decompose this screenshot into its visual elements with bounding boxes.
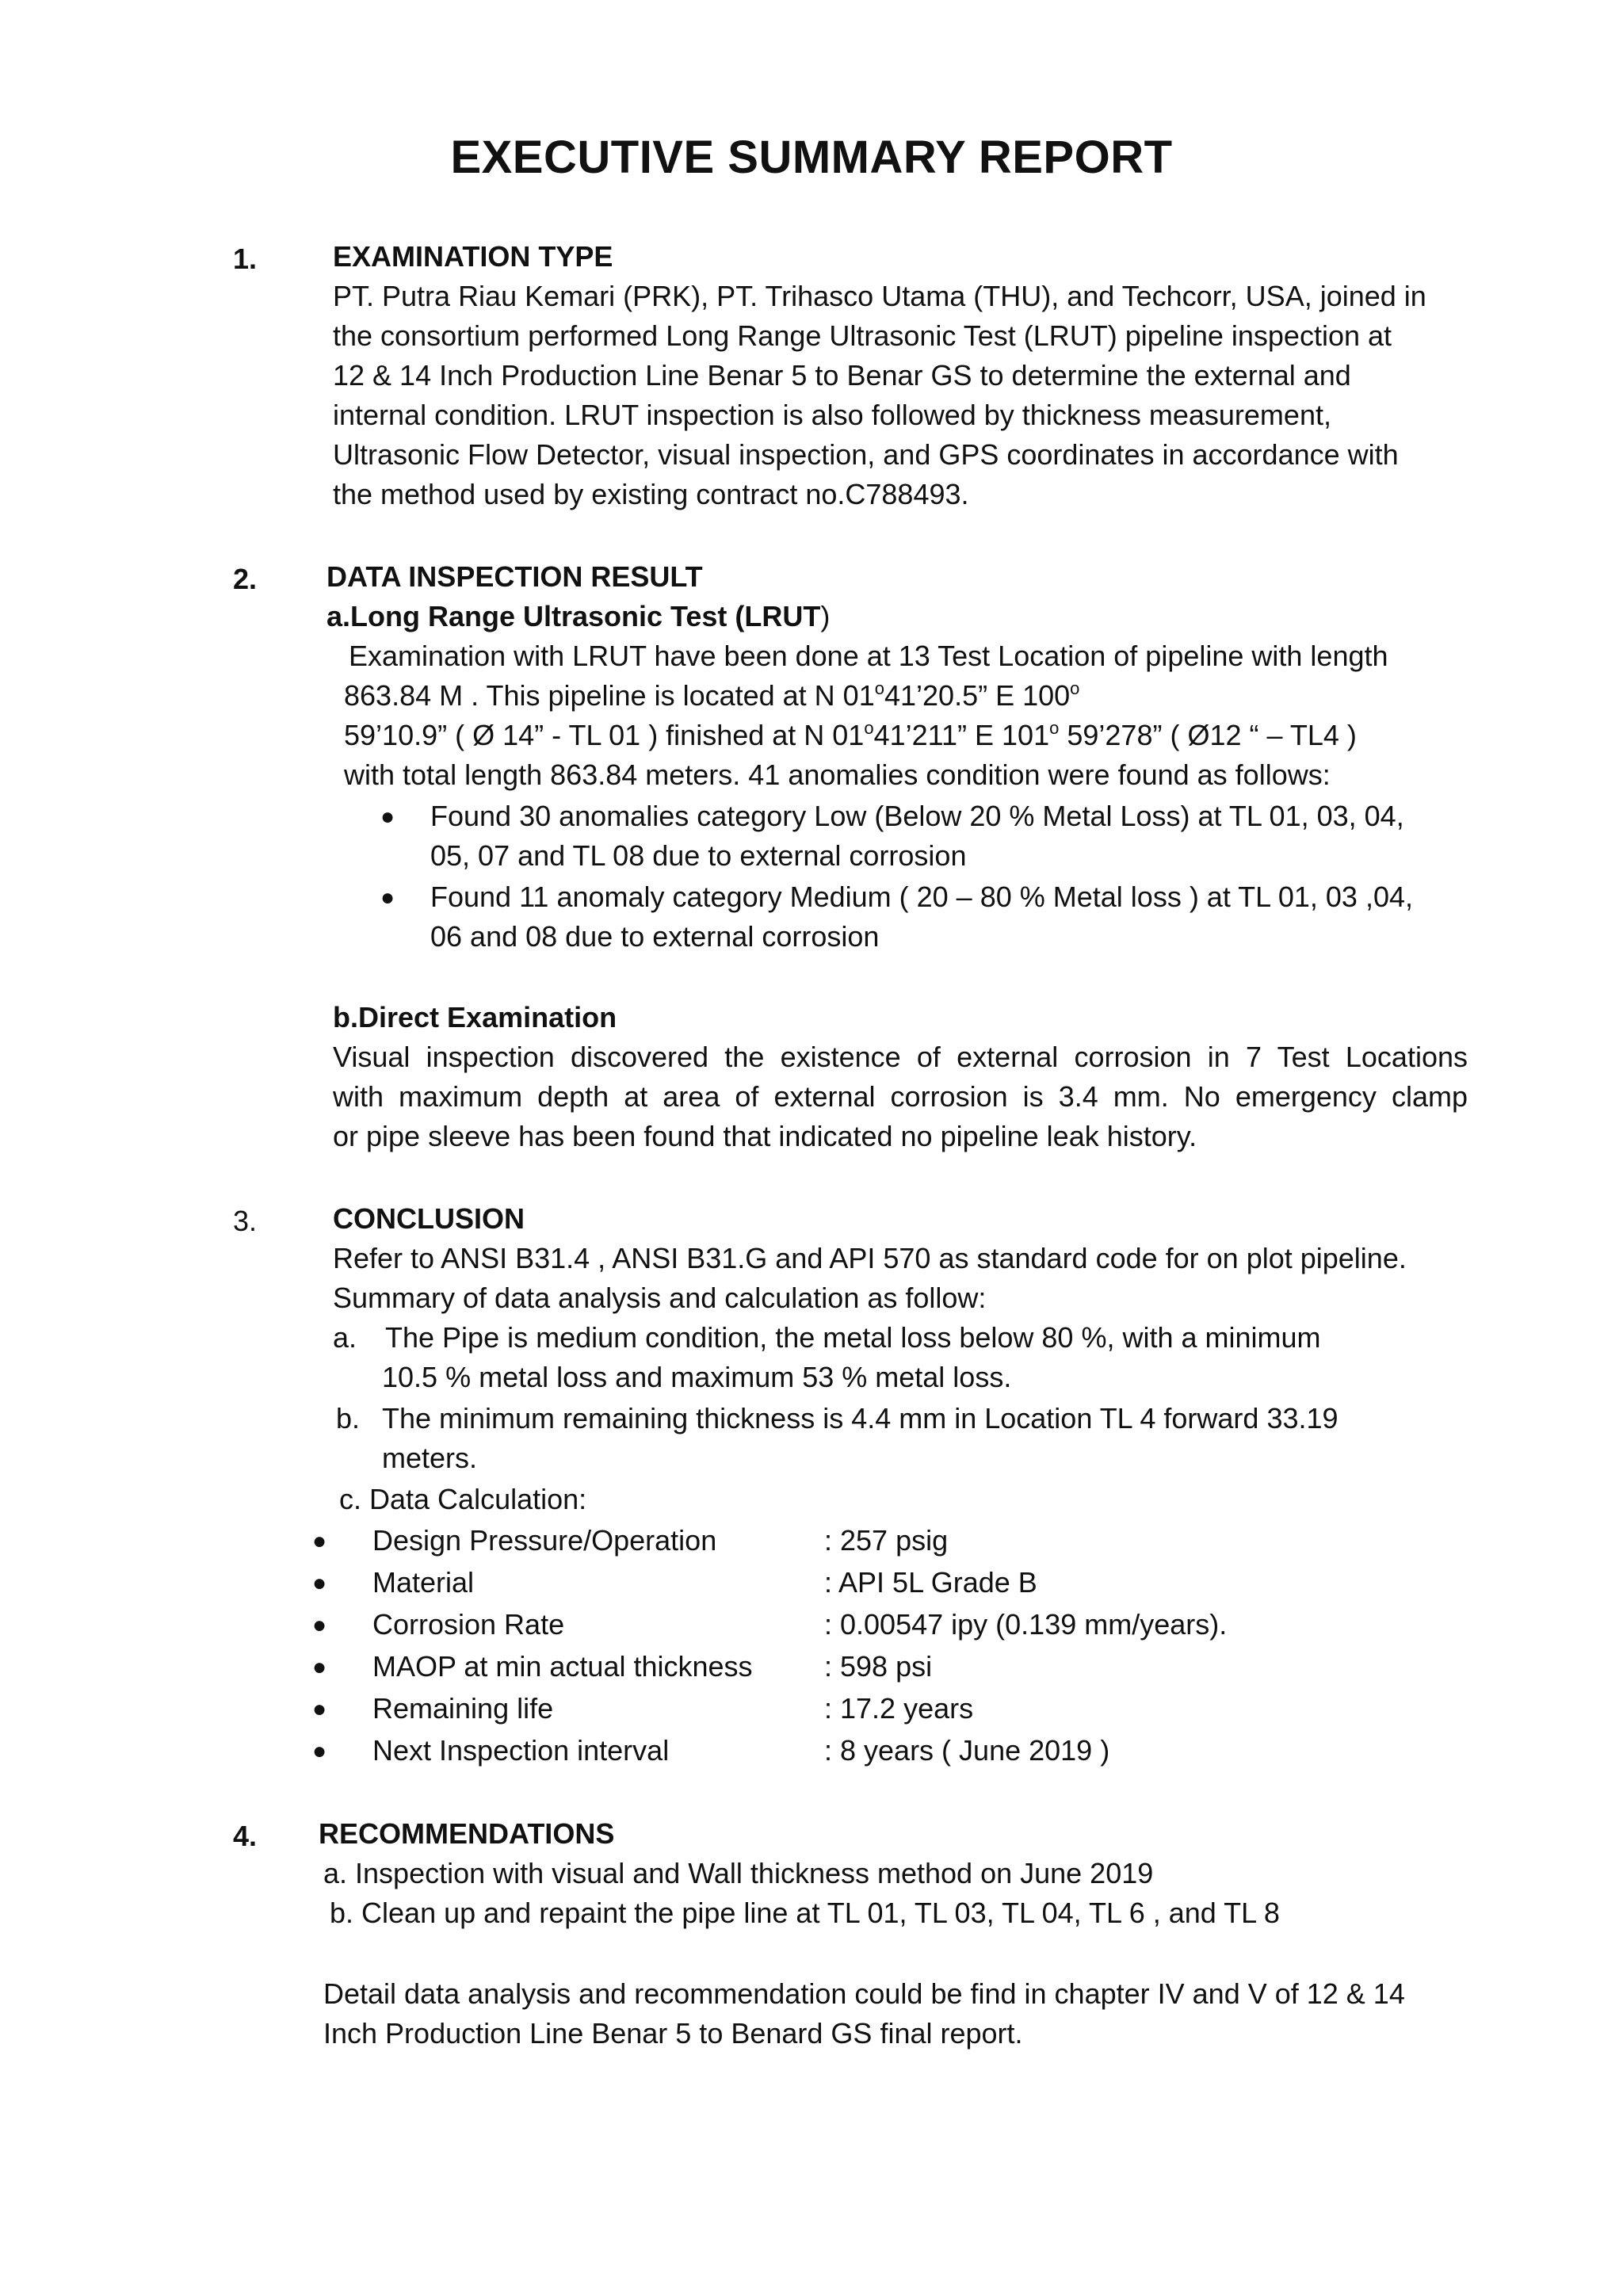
detail-note-line: Detail data analysis and recommendation could be find in chapter IV and V of 12 & 14 <box>323 1977 1405 2010</box>
anomaly-bullet-line: 06 and 08 due to external corrosion <box>430 920 880 953</box>
bullet-icon: ● <box>312 1528 327 1554</box>
calc-label: Next Inspection interval <box>372 1734 670 1767</box>
section-2-number: 2. <box>233 563 258 595</box>
direct-exam-line: Visual inspection discovered the existence of external corrosion in 7 Test Locations <box>333 1041 1468 1073</box>
bullet-icon: ● <box>380 804 395 830</box>
calc-label: Design Pressure/Operation <box>372 1524 717 1557</box>
lrut-line-coords-end <box>344 718 1357 751</box>
coord-text: 59’278” ( Ø12 “ – TL4 ) <box>1059 719 1357 751</box>
lrut-subheading-text: a.Long Range Ultrasonic Test (LRUT <box>327 600 821 632</box>
calc-label: MAOP at min actual thickness <box>372 1650 753 1683</box>
bullet-icon: ● <box>312 1696 327 1722</box>
coord-text: 41’20.5” E 100 <box>884 679 1071 712</box>
coord-text: 59’10.9” ( Ø 14” - TL 01 ) finished at N 01 <box>344 719 865 751</box>
calc-label: Remaining life <box>372 1692 554 1725</box>
section-3-heading: CONCLUSION <box>333 1202 525 1235</box>
conclusion-item-label: b. <box>336 1402 361 1435</box>
degree-mark: o <box>864 718 874 738</box>
degree-mark: o <box>1070 678 1080 698</box>
section-3-number: 3. <box>233 1205 258 1237</box>
conclusion-item-line: 10.5 % metal loss and maximum 53 % metal loss. <box>382 1361 1012 1393</box>
conclusion-item-line: meters. <box>382 1442 478 1474</box>
section-1-line: PT. Putra Riau Kemari (PRK), PT. Trihasco Utama (THU), and Techcorr, USA, joined in <box>333 280 1426 312</box>
section-1-heading: EXAMINATION TYPE <box>333 240 613 273</box>
recommendation-b: b. Clean up and repaint the pipe line at TL 01, TL 03, TL 04, TL 6 , and TL 8 <box>330 1897 1280 1929</box>
section-1-number: 1. <box>233 243 258 275</box>
degree-mark: o <box>1049 718 1060 738</box>
bullet-icon: ● <box>312 1570 327 1596</box>
detail-note-line: Inch Production Line Benar 5 to Benard GS final report. <box>323 2017 1023 2050</box>
section-4-heading: RECOMMENDATIONS <box>319 1817 615 1850</box>
direct-exam-line: or pipe sleeve has been found that indicated no pipeline leak history. <box>333 1120 1197 1152</box>
direct-exam-line: with maximum depth at area of external corrosion is 3.4 mm. No emergency clamp <box>333 1080 1468 1113</box>
data-calculation-label: c. Data Calculation: <box>339 1483 587 1515</box>
report-title: EXECUTIVE SUMMARY REPORT <box>450 132 1173 183</box>
bullet-icon: ● <box>312 1738 327 1764</box>
coord-text: 41’211” E 101 <box>873 719 1050 751</box>
calc-label: Material <box>372 1566 475 1599</box>
conclusion-item-label: a. <box>333 1321 357 1354</box>
calc-value: : 17.2 years <box>824 1692 974 1725</box>
calc-value: : 0.00547 ipy (0.139 mm/years). <box>824 1608 1228 1641</box>
section-1-line: Ultrasonic Flow Detector, visual inspection, and GPS coordinates in accordance with <box>333 438 1399 471</box>
lrut-subheading-paren: ) <box>820 600 831 632</box>
direct-exam-heading: b.Direct Examination <box>333 1001 617 1033</box>
section-1-line: the consortium performed Long Range Ultrasonic Test (LRUT) pipeline inspection at <box>333 319 1392 352</box>
anomaly-bullet-line: 05, 07 and TL 08 due to external corrosion <box>430 839 967 872</box>
calc-value: : 598 psi <box>824 1650 933 1683</box>
section-2-heading: DATA INSPECTION RESULT <box>327 560 703 593</box>
bullet-icon: ● <box>380 884 395 911</box>
anomaly-bullet-line: Found 11 anomaly category Medium ( 20 – 80 % Metal loss ) at TL 01, 03 ,04, <box>430 881 1413 913</box>
bullet-icon: ● <box>312 1654 327 1680</box>
conclusion-line: Refer to ANSI B31.4 , ANSI B31.G and API 570 as standard code for on plot pipeline. <box>333 1242 1407 1274</box>
recommendation-a: a. Inspection with visual and Wall thickness method on June 2019 <box>323 1857 1154 1889</box>
degree-mark: o <box>874 678 884 698</box>
section-1-line: 12 & 14 Inch Production Line Benar 5 to Benar GS to determine the external and <box>333 359 1351 392</box>
calc-value: : API 5L Grade B <box>824 1566 1037 1599</box>
conclusion-item-line: The minimum remaining thickness is 4.4 mm in Location TL 4 forward 33.19 <box>382 1402 1338 1435</box>
section-1-line: the method used by existing contract no.C788493. <box>333 478 969 510</box>
calc-value: : 257 psig <box>824 1524 949 1557</box>
coord-text: 863.84 M . This pipeline is located at N 01 <box>344 679 875 712</box>
calc-label: Corrosion Rate <box>372 1608 565 1641</box>
lrut-line: Examination with LRUT have been done at 13 Test Location of pipeline with length <box>349 640 1388 672</box>
bullet-icon: ● <box>312 1612 327 1638</box>
lrut-subheading <box>327 602 830 631</box>
section-4-number: 4. <box>233 1820 258 1852</box>
lrut-line-coords-start <box>344 678 1080 712</box>
lrut-line: with total length 863.84 meters. 41 anomalies condition were found as follows: <box>344 758 1331 791</box>
section-1-line: internal condition. LRUT inspection is also followed by thickness measurement, <box>333 399 1331 431</box>
conclusion-item-line: The Pipe is medium condition, the metal loss below 80 %, with a minimum <box>385 1321 1321 1354</box>
anomaly-bullet-line: Found 30 anomalies category Low (Below 20 % Metal Loss) at TL 01, 03, 04, <box>430 800 1404 832</box>
conclusion-line: Summary of data analysis and calculation as follow: <box>333 1282 987 1314</box>
calc-value: : 8 years ( June 2019 ) <box>824 1734 1110 1767</box>
